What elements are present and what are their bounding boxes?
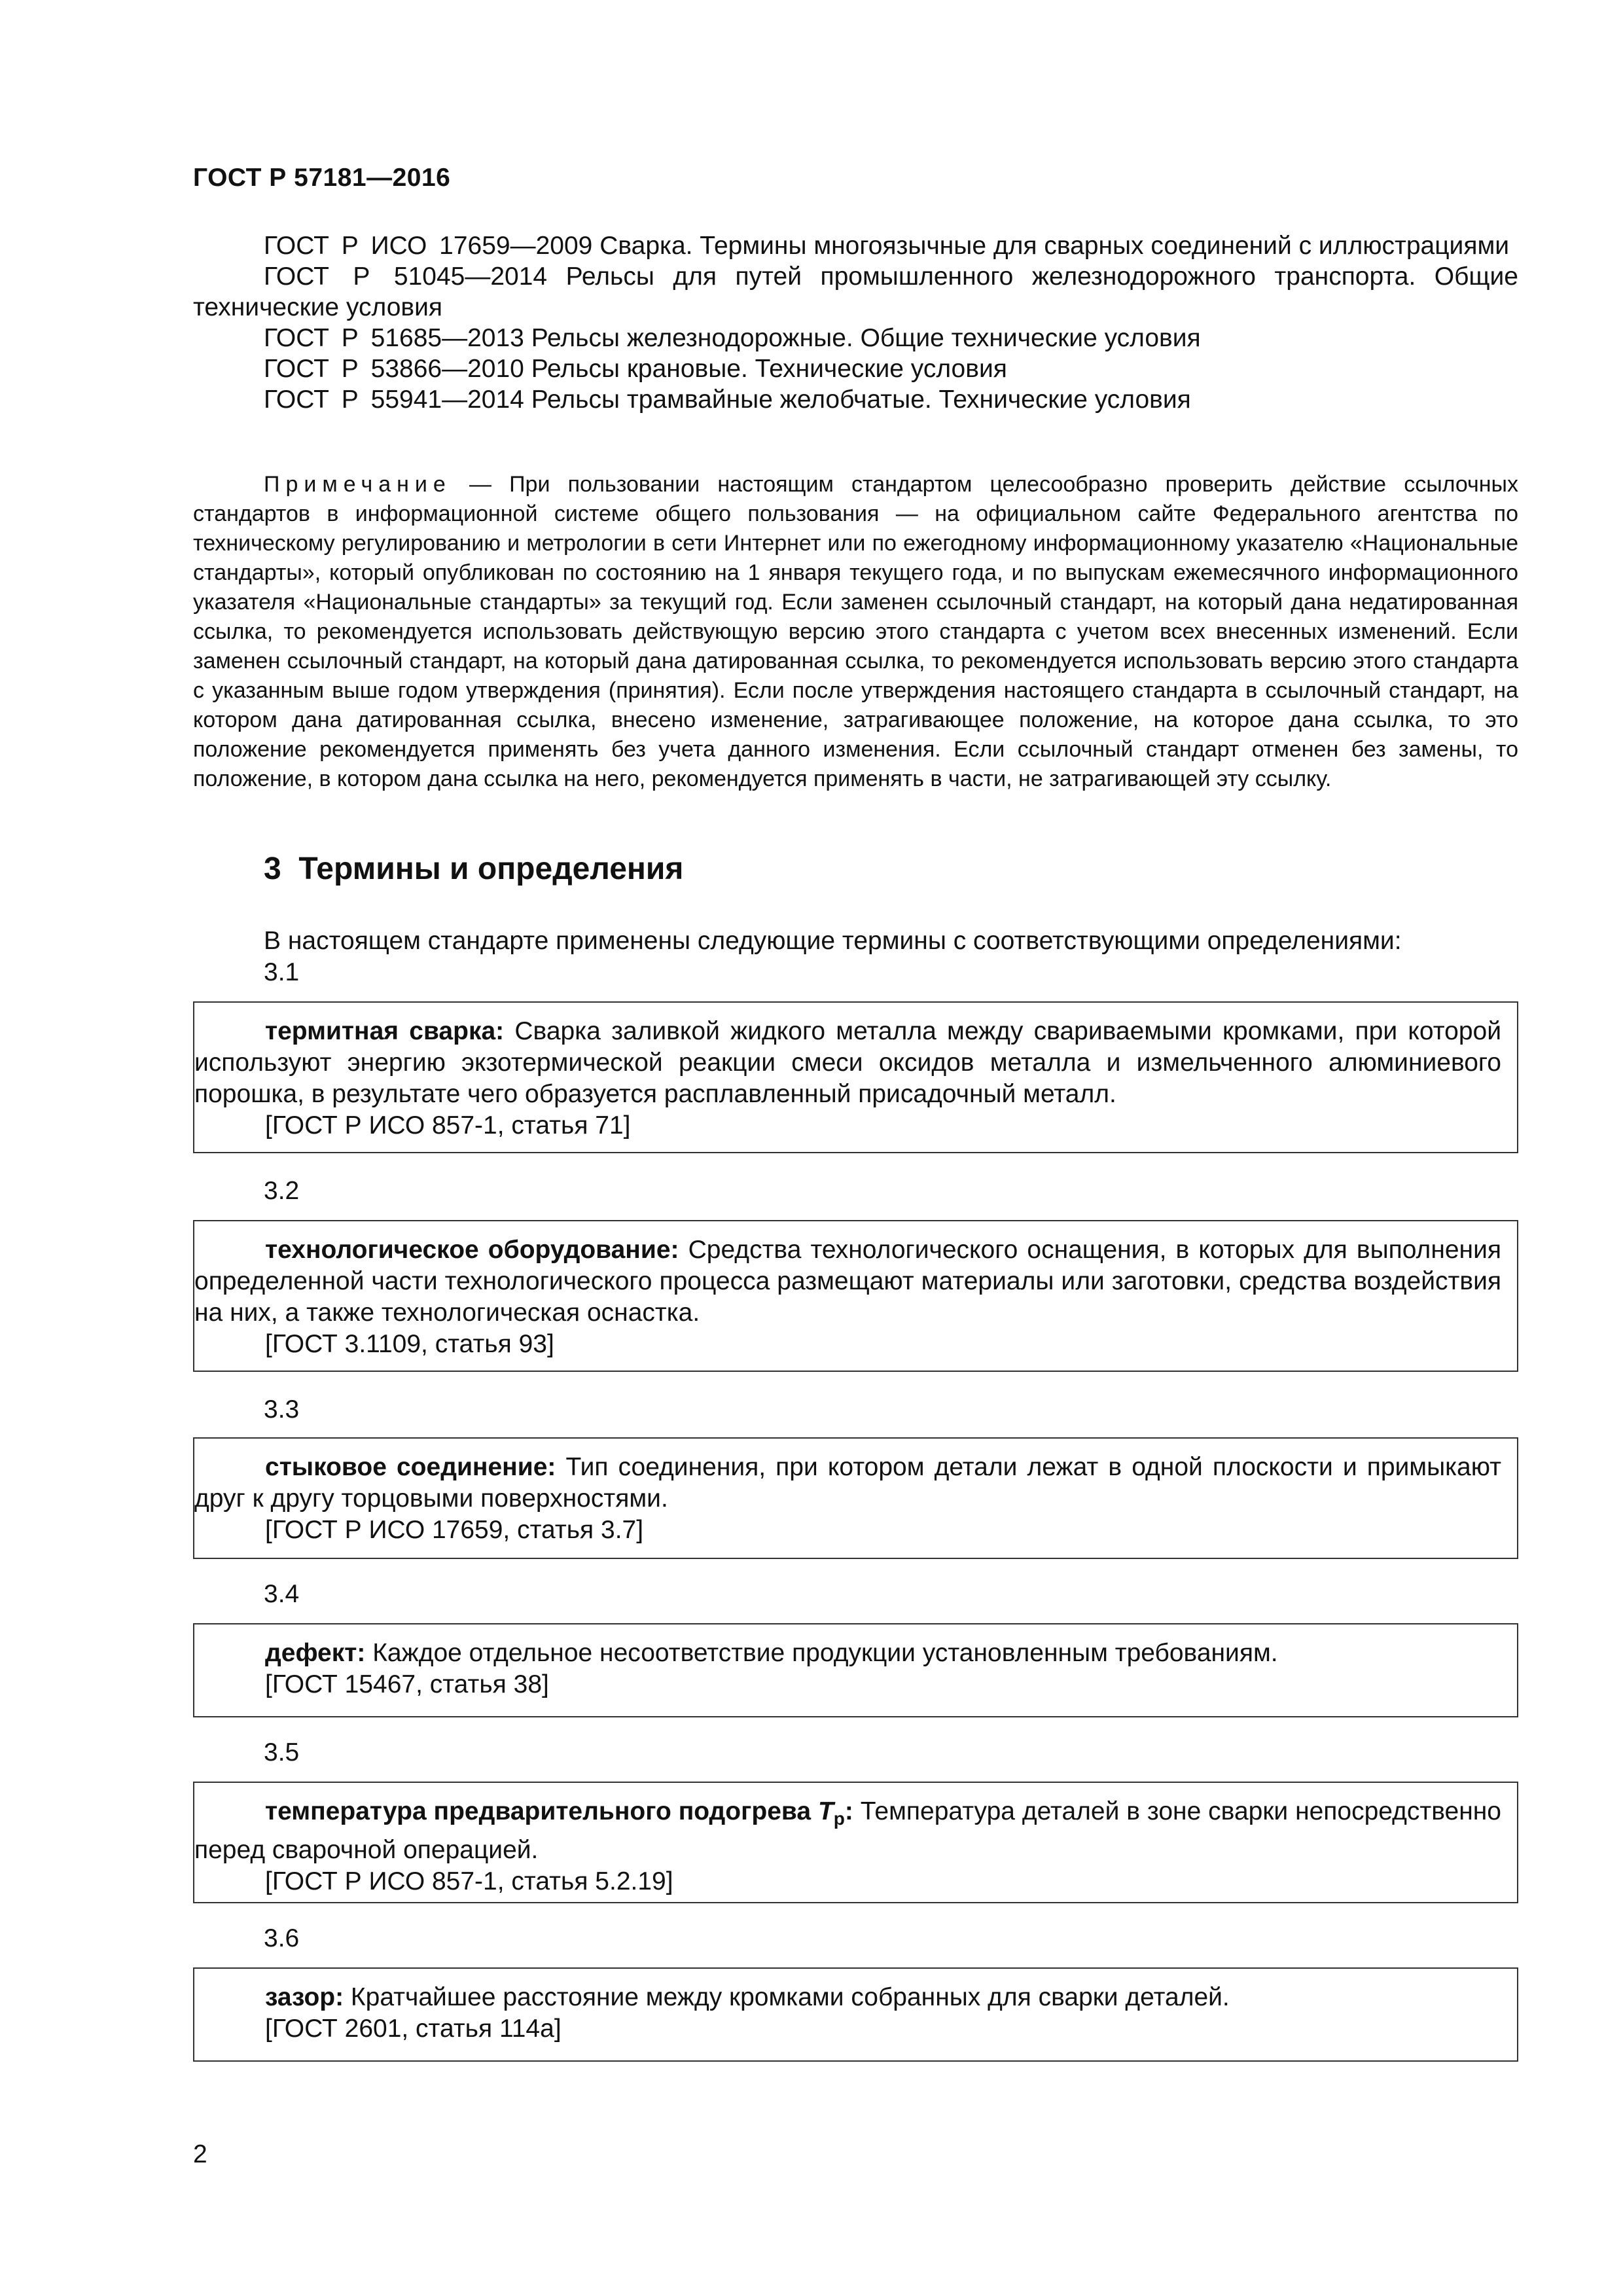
section-title: [264, 851, 683, 887]
term-source: [ГОСТ Р ИСО 17659, статья 3.7]: [265, 1516, 644, 1544]
note-label: Примечание: [264, 472, 452, 497]
term-number: 3.3: [264, 1395, 300, 1424]
term-definition: Каждое отдельное несоответствие продукции установленным требованиям.: [365, 1639, 1278, 1667]
term-definition-line: [194, 1452, 1501, 1515]
section-number: 3: [264, 852, 281, 886]
term-number: 3.2: [264, 1177, 300, 1205]
term-source: [ГОСТ Р ИСО 857-1, статья 5.2.19]: [265, 1867, 673, 1895]
term-definition-line: [194, 1638, 1501, 1669]
page-number: 2: [193, 2140, 207, 2168]
term-name-text: температура предварительного подогрева: [265, 1797, 818, 1825]
term-name: термитная сварка:: [265, 1017, 505, 1045]
term-number: 3.6: [264, 1924, 300, 1952]
section-intro: В настоящем стандарте применены следующие термины с соответствующими определениями:: [264, 927, 1402, 955]
reference-title: Рельсы для путей промышленного железнодорожного транспорта. Общие технические условия: [193, 262, 1518, 321]
reference-item: [193, 323, 1518, 353]
term-name: технологическое оборудование:: [265, 1236, 679, 1264]
reference-item: [193, 230, 1518, 261]
reference-title: Рельсы железнодорожные. Общие технические условия: [531, 324, 1201, 352]
term-symbol-subscript: p: [833, 1808, 845, 1829]
term-definition-line: [194, 1982, 1501, 2013]
term-name: [265, 1797, 853, 1829]
term-definition: Кратчайшее расстояние между кромками собранных для сварки деталей.: [344, 1983, 1230, 2011]
term-definition-line: [194, 1234, 1501, 1329]
term-definition-line: [194, 1016, 1501, 1110]
reference-item: [193, 261, 1518, 323]
term-source: [ГОСТ 2601, статья 114а]: [265, 2015, 562, 2043]
reference-code: ГОСТ Р 55941—2014: [264, 386, 524, 414]
term-name: стыковое соединение:: [265, 1453, 556, 1481]
term-box: [193, 1001, 1518, 1153]
page-header: ГОСТ Р 57181—2016: [193, 164, 451, 192]
term-number: 3.4: [264, 1580, 300, 1608]
term-number: 3.5: [264, 1738, 300, 1767]
reference-item: [193, 353, 1518, 384]
reference-title: Рельсы крановые. Технические условия: [531, 355, 1007, 383]
reference-title: Рельсы трамвайные желобчатые. Технические условия: [531, 386, 1191, 414]
note-text: — При пользовании настоящим стандартом целесообразно проверить действие ссылочных стандартов в информационной системе общего пользования — на официальном сайте Федерального агентства по техническому регулированию и метрологии в сети Интернет или по ежегодному информационному указателю «Национальные стандарты», который опубликован по состоянию на 1 января текущего года, и по выпускам ежемесячного информационного указателя «Национальные стандарты» за текущий год. Если заменен ссылочный стандарт, на который дана недатированная ссылка, то рекомендуется использовать действующую версию этого стандарта с учетом всех внесенных изменений. Если заменен ссылочный стандарт, на который дана датированная ссылка, то рекомендуется использовать версию этого стандарта с указанным выше годом утверждения (принятия). Если после утверждения настоящего стандарта в ссылочный стандарт, на котором дана датированная ссылка, внесено изменение, затрагивающее положение, на которое дана ссылка, то это положение рекомендуется применять без учета данного изменения. Если ссылочный стандарт отменен без замены, то положение, в котором дана ссылка на него, рекомендуется применять в части, не затрагивающей эту ссылку.: [193, 472, 1518, 791]
reference-title: Сварка. Термины многоязычные для сварных соединений с иллюстрациями: [599, 232, 1510, 260]
term-symbol: T: [817, 1797, 834, 1825]
reference-code: ГОСТ Р 53866—2010: [264, 355, 524, 383]
term-definition: Сварка заливкой жидкого металла между свариваемыми кромками, при которой используют энергию экзотермической реакции смеси оксидов металла и измельченного алюминиевого порошка, в результате чего образуется расплавленный присадочный металл.: [194, 1017, 1501, 1108]
section-title-text: Термины и определения: [298, 852, 684, 886]
term-number: 3.1: [264, 958, 300, 986]
term-definition: Средства технологического оснащения, в которых для выполнения определенной части технологического процесса размещают материалы или заготовки, средства воздействия на них, а также технологическая оснастка.: [194, 1236, 1501, 1327]
normative-references: [193, 230, 1518, 415]
term-definition-line: [194, 1796, 1501, 1866]
term-box: [193, 1967, 1518, 2062]
reference-item: [193, 384, 1518, 415]
term-box: [193, 1437, 1518, 1559]
term-box: [193, 1782, 1518, 1903]
reference-code: ГОСТ Р 51685—2013: [264, 324, 524, 352]
term-source: [ГОСТ Р ИСО 857-1, статья 71]: [265, 1111, 631, 1139]
reference-code: ГОСТ Р ИСО 17659—2009: [264, 232, 593, 260]
term-name: зазор:: [265, 1983, 344, 2011]
references-note: [193, 470, 1518, 794]
term-name-end: :: [844, 1797, 853, 1825]
term-definition: Температура деталей в зоне сварки непосредственно перед сварочной операцией.: [194, 1797, 1501, 1864]
term-box: [193, 1220, 1518, 1372]
term-definition: Тип соединения, при котором детали лежат в одной плоскости и примыкают друг к другу торцовыми поверхностями.: [194, 1453, 1502, 1513]
term-name: дефект:: [265, 1639, 366, 1667]
reference-code: ГОСТ Р 51045—2014: [264, 262, 548, 291]
term-source: [ГОСТ 15467, статья 38]: [265, 1670, 549, 1698]
term-source: [ГОСТ 3.1109, статья 93]: [265, 1330, 554, 1358]
document-page: [193, 0, 1518, 2296]
term-box: [193, 1623, 1518, 1717]
